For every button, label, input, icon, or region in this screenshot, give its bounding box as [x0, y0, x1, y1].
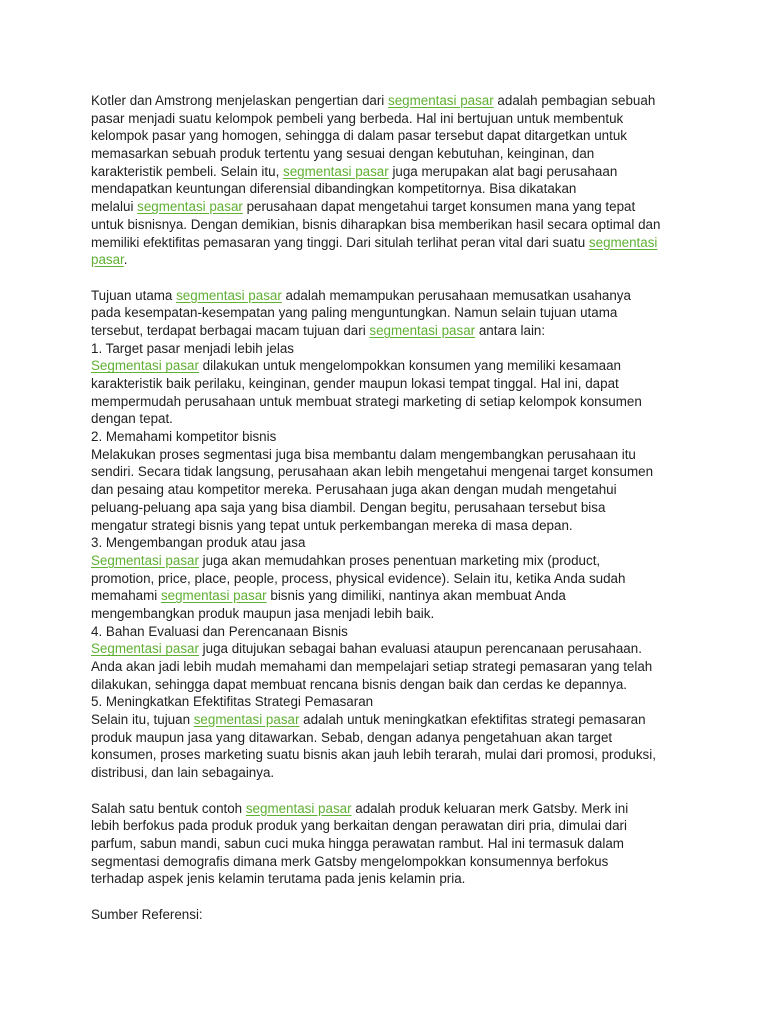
text-segment: 3. Mengembangan produk atau jasa: [91, 535, 306, 551]
text-line: [91, 711, 681, 729]
text-segment: segmentasi demografis dimana merk Gatsby mengelompokkan konsumennya berfokus: [91, 853, 609, 869]
text-line: [91, 587, 681, 605]
text-line: [91, 870, 681, 888]
text-line: [91, 287, 681, 305]
text-segment: bisnis yang dimiliki, nantinya akan membuat Anda: [266, 588, 566, 604]
text-segment: parfum, sabun mandi, sabun cuci muka hingga perawatan rambut. Hal ini termasuk dalam: [91, 835, 624, 851]
text-segment: untuk bisnisnya. Dengan demikian, bisnis diharapkan bisa memberikan hasil secara optimal dan: [91, 216, 661, 232]
text-line: [91, 251, 681, 269]
text-segment: adalah memampukan perusahaan memusatkan usahanya: [281, 287, 631, 303]
text-line: [91, 693, 681, 711]
text-segment: memasarkan sebuah produk tertentu yang sesuai dengan kebutuhan, keinginan, dan: [91, 146, 595, 162]
paragraph: [91, 800, 681, 888]
text-segment: Tujuan utama: [91, 287, 177, 303]
text-line: [91, 623, 681, 641]
paragraph-gap: [91, 888, 681, 906]
paragraph-gap: [91, 782, 681, 800]
text-segment: antara lain:: [475, 322, 546, 338]
text-segment: perusahaan dapat mengetahui target konsumen mana yang tepat: [242, 199, 636, 215]
text-segment: peluang-peluang apa saja yang bisa diambil. Dengan begitu, perusahaan tersebut bisa: [91, 499, 606, 515]
text-segment: mendapatkan keuntungan diferensial dibandingkan kompetitornya. Bisa dikatakan: [91, 181, 577, 197]
text-segment: 2. Memahami kompetitor bisnis: [91, 429, 277, 445]
text-segment: Salah satu bentuk contoh: [91, 800, 246, 816]
text-line: [91, 835, 681, 853]
text-line: [91, 517, 681, 535]
text-segment: mempermudah perusahaan untuk membuat strategi marketing di setiap kelompok konsumen: [91, 393, 642, 409]
text-segment: promotion, price, place, people, process, physical evidence). Selain itu, ketika Anda sudah: [91, 570, 626, 586]
text-line: [91, 481, 681, 499]
text-segment: 5. Meningkatkan Efektifitas Strategi Pemasaran: [91, 694, 374, 710]
text-segment: Selain itu, tujuan: [91, 712, 194, 728]
segmentasi-pasar-link[interactable]: segmentasi: [588, 234, 658, 250]
text-line: [91, 375, 681, 393]
text-line: [91, 216, 681, 234]
text-segment: dengan tepat.: [91, 411, 173, 427]
text-segment: Kotler dan Amstrong menjelaskan pengertian dari: [91, 93, 388, 108]
text-segment: dilakukan untuk mengelompokkan konsumen yang memiliki kesamaan: [198, 358, 621, 374]
segmentasi-pasar-link[interactable]: segmentasi pasar: [388, 93, 494, 108]
text-line: [91, 534, 681, 552]
segmentasi-pasar-link[interactable]: segmentasi pasar: [283, 163, 389, 179]
text-line: [91, 676, 681, 694]
text-segment: sendiri. Secara tidak langsung, perusahaan akan lebih mengetahui mengenai target konsumen: [91, 464, 654, 480]
segmentasi-pasar-link[interactable]: Segmentasi pasar: [91, 552, 199, 568]
text-line: [91, 640, 681, 658]
text-segment: 1. Target pasar menjadi lebih jelas: [91, 340, 294, 356]
text-segment: mengembangkan produk maupun jasa menjadi lebih baik.: [91, 605, 435, 621]
text-segment: distribusi, dan lain sebagainya.: [91, 765, 275, 781]
text-segment: .: [123, 252, 128, 268]
text-line: [91, 446, 681, 464]
segmentasi-pasar-link[interactable]: segmentasi pasar: [137, 199, 243, 215]
text-line: [91, 729, 681, 747]
text-line: [91, 764, 681, 782]
text-line: [91, 145, 681, 163]
text-line: [91, 463, 681, 481]
segmentasi-pasar-link[interactable]: segmentasi pasar: [176, 287, 282, 303]
text-line: [91, 234, 681, 252]
text-segment: adalah pembagian sebuah: [493, 93, 656, 108]
text-line: [91, 357, 681, 375]
text-line: [91, 817, 681, 835]
text-line: [91, 853, 681, 871]
text-line: [91, 800, 681, 818]
text-segment: Melakukan proses segmentasi juga bisa membantu dalam mengembangkan perusahaan itu: [91, 446, 636, 462]
paragraph: [91, 906, 681, 924]
paragraph: [91, 92, 681, 269]
text-segment: konsumen, proses marketing suatu bisnis akan jauh lebih terarah, mulai dari promosi, produksi,: [91, 747, 656, 763]
text-segment: juga merupakan alat bagi perusahaan: [388, 163, 618, 179]
segmentasi-pasar-link[interactable]: pasar: [91, 252, 124, 268]
text-segment: karakteristik pembeli. Selain itu,: [91, 163, 284, 179]
text-segment: memahami: [91, 588, 161, 604]
text-line: [91, 127, 681, 145]
segmentasi-pasar-link[interactable]: Segmentasi pasar: [91, 358, 199, 374]
text-line: [91, 393, 681, 411]
text-segment: pada kesempatan-kesempatan yang paling menguntungkan. Namun selain tujuan utama: [91, 305, 618, 321]
text-line: [91, 605, 681, 623]
segmentasi-pasar-link[interactable]: segmentasi pasar: [193, 712, 300, 728]
text-segment: dilakukan, sehingga dapat membuat rencana bisnis dengan baik dan cerdas ke depannya.: [91, 676, 627, 692]
text-line: [91, 746, 681, 764]
text-line: [91, 552, 681, 570]
text-segment: Anda akan jadi lebih mudah memahami dan mempelajari setiap strategi pemasaran yang telah: [91, 659, 653, 674]
text-line: [91, 180, 681, 198]
text-line: [91, 163, 681, 181]
text-segment: melalui: [91, 199, 138, 215]
text-line: [91, 322, 681, 340]
text-line: [91, 658, 681, 676]
text-segment: Sumber Referensi:: [91, 906, 203, 922]
text-line: [91, 410, 681, 428]
text-line: [91, 340, 681, 358]
text-segment: 4. Bahan Evaluasi dan Perencanaan Bisnis: [91, 623, 348, 639]
text-segment: tersebut, terdapat berbagai macam tujuan dari: [91, 322, 370, 338]
text-segment: dan pesaing atau kompetitor mereka. Perusahaan juga akan dengan mudah mengetahui: [91, 482, 617, 498]
text-segment: juga ditujukan sebagai bahan evaluasi ataupun perencanaan perusahaan.: [198, 641, 642, 657]
text-segment: karakteristik baik perilaku, keinginan, gender maupun lokasi tempat tinggal. Hal ini, dapat: [91, 376, 619, 391]
text-line: [91, 570, 681, 588]
text-line: [91, 198, 681, 216]
text-segment: kelompok pasar yang homogen, sehingga di dalam pasar tersebut dapat ditargetkan untuk: [91, 128, 627, 144]
text-line: [91, 499, 681, 517]
text-segment: memiliki efektifitas pemasaran yang tinggi. Dari situlah terlihat peran vital dari suatu: [91, 234, 589, 250]
text-line: [91, 92, 681, 110]
text-line: [91, 906, 681, 924]
text-segment: adalah untuk meningkatkan efektifitas strategi pemasaran: [299, 712, 646, 728]
segmentasi-pasar-link[interactable]: segmentasi pasar: [369, 322, 476, 338]
paragraph: [91, 287, 681, 782]
document-body: [91, 92, 681, 923]
text-segment: produk maupun jasa yang ditawarkan. Sebab, dengan adanya pengetahuan akan target: [91, 729, 613, 745]
text-segment: mengatur strategi bisnis yang tepat untuk perkembangan mereka di masa depan.: [91, 517, 573, 533]
text-line: [91, 110, 681, 128]
text-segment: lebih berfokus pada produk produk yang berkaitan dengan perawatan diri pria, dimulai dari: [91, 818, 627, 834]
segmentasi-pasar-link[interactable]: Segmentasi pasar: [91, 641, 199, 657]
segmentasi-pasar-link[interactable]: segmentasi pasar: [245, 800, 352, 816]
paragraph-gap: [91, 269, 681, 287]
text-segment: adalah produk keluaran merk Gatsby. Merk ini: [351, 800, 629, 816]
text-segment: terhadap aspek jenis kelamin terutama pada jenis kelamin pria.: [91, 871, 466, 887]
text-line: [91, 428, 681, 446]
segmentasi-pasar-link[interactable]: segmentasi pasar: [160, 588, 267, 604]
text-segment: juga akan memudahkan proses penentuan marketing mix (product,: [198, 552, 601, 568]
text-segment: pasar menjadi suatu kelompok pembeli yang berbeda. Hal ini bertujuan untuk membentuk: [91, 110, 624, 126]
text-line: [91, 304, 681, 322]
